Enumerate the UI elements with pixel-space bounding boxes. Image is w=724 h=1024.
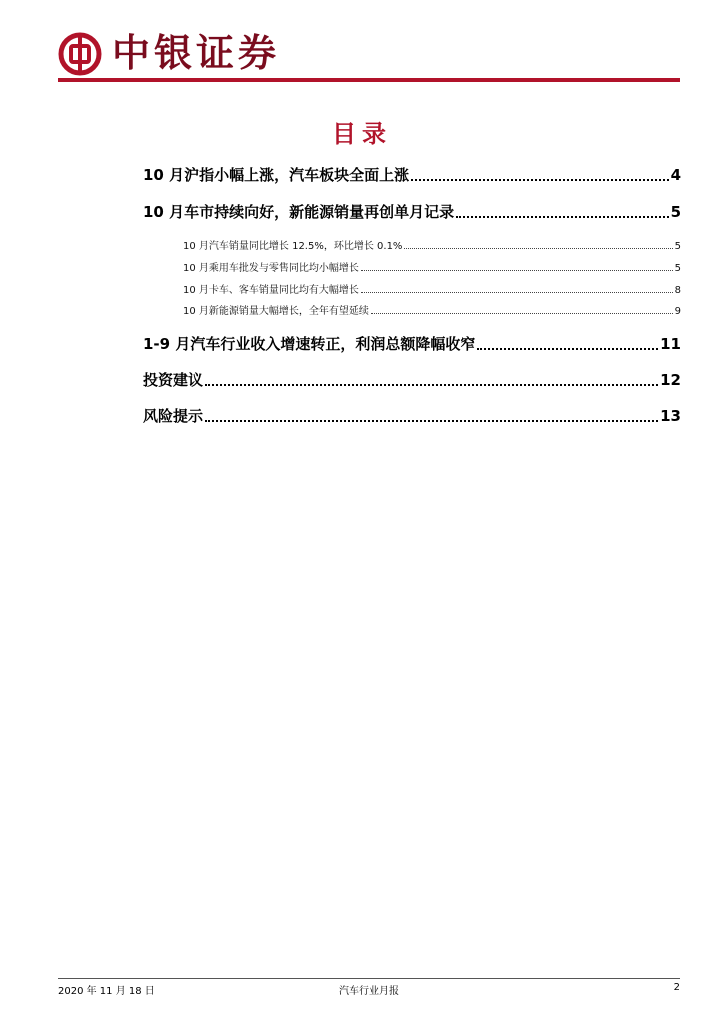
toc-title: 目录	[332, 119, 392, 148]
toc-entry-page: 5	[670, 203, 681, 221]
toc-entry-page: 11	[660, 335, 681, 353]
toc-entry-label: 1-9 月汽车行业收入增速转正，利润总额降幅收窄	[143, 335, 476, 353]
toc-entry-page: 4	[670, 166, 681, 184]
toc-entry[interactable]	[143, 201, 681, 222]
footer-divider	[58, 978, 680, 979]
header-divider	[58, 78, 680, 82]
toc-entry-page: 5	[674, 263, 681, 274]
brand-name: 中银证券	[112, 30, 281, 75]
toc-entry-label: 10 月汽车销量同比增长 12.5%，环比增长 0.1%	[183, 241, 403, 252]
toc-entry-page: 5	[674, 241, 681, 252]
toc-subentry[interactable]	[183, 281, 681, 296]
dot-leader	[361, 270, 673, 271]
dot-leader	[371, 313, 673, 314]
toc-entry[interactable]	[143, 369, 681, 390]
toc-subentry[interactable]	[183, 302, 681, 317]
toc-entry[interactable]	[143, 333, 681, 354]
dot-leader	[205, 420, 658, 422]
dot-leader	[477, 348, 658, 350]
toc-entry[interactable]	[143, 405, 681, 426]
toc-entry-label: 10 月新能源销量大幅增长，全年有望延续	[183, 306, 369, 317]
toc-entry-page: 13	[660, 407, 681, 425]
toc-entry-label: 10 月车市持续向好，新能源销量再创单月记录	[143, 203, 455, 221]
dot-leader	[361, 292, 673, 293]
toc-entry-label: 10 月乘用车批发与零售同比均小幅增长	[183, 263, 359, 274]
dot-leader	[205, 384, 658, 386]
toc-entry-page: 12	[660, 371, 681, 389]
dot-leader	[404, 248, 672, 249]
toc-entry-page: 9	[674, 306, 681, 317]
toc-subentry[interactable]	[183, 237, 681, 252]
toc-entry-label: 风险提示	[143, 407, 204, 425]
toc-subentry[interactable]	[183, 259, 681, 274]
page-header	[58, 28, 680, 84]
dot-leader	[411, 179, 668, 181]
toc-entry-label: 10 月沪指小幅上涨，汽车板块全面上涨	[143, 166, 410, 184]
toc-entry-label: 10 月卡车、客车销量同比均有大幅增长	[183, 285, 359, 296]
toc-entry-label: 投资建议	[143, 371, 204, 389]
page-number: 2	[673, 982, 680, 993]
toc-entry-page: 8	[674, 285, 681, 296]
bank-of-china-logo-icon	[58, 32, 102, 76]
dot-leader	[456, 216, 668, 218]
report-name: 汽车行业月报	[339, 986, 399, 997]
report-date: 2020 年 11 月 18 日	[58, 986, 155, 997]
toc-entry[interactable]	[143, 164, 681, 185]
